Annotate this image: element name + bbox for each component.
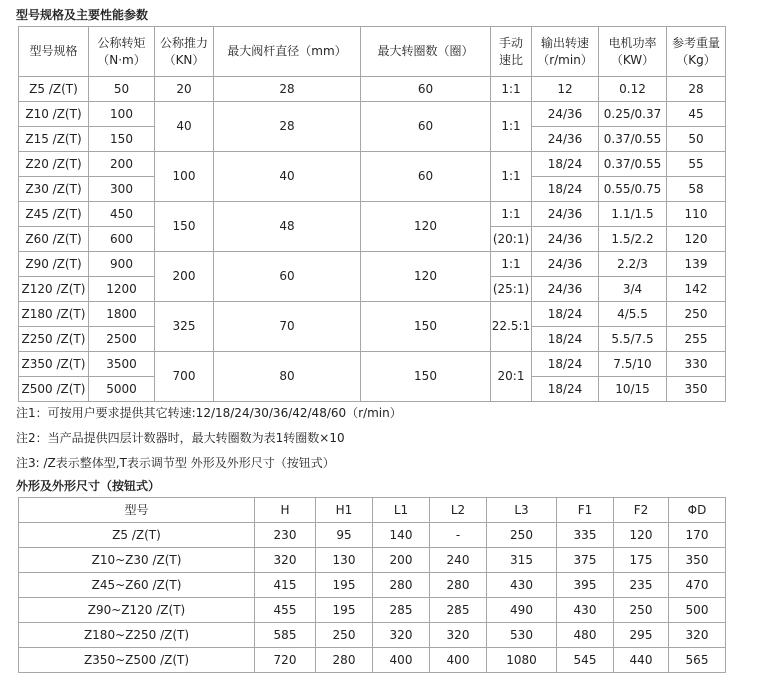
- cell-power: 2.2/3: [599, 252, 667, 277]
- cell-weight: 250: [667, 302, 726, 327]
- cell-f2: 120: [614, 523, 669, 548]
- cell-power: 10/15: [599, 377, 667, 402]
- cell-h: 455: [255, 598, 316, 623]
- spec-header-model: 型号规格: [19, 27, 89, 77]
- cell-l2: 320: [430, 623, 487, 648]
- cell-l2: 285: [430, 598, 487, 623]
- cell-f1: 335: [557, 523, 614, 548]
- cell-thrust: 150: [155, 202, 214, 252]
- dims-header-f2: F2: [614, 498, 669, 523]
- cell-l3: 490: [487, 598, 557, 623]
- cell-model: Z45~Z60 /Z(T): [19, 573, 255, 598]
- cell-model: Z180~Z250 /Z(T): [19, 623, 255, 648]
- table-row: [19, 648, 726, 673]
- table-row: [19, 152, 726, 177]
- cell-f1: 430: [557, 598, 614, 623]
- cell-thrust: 700: [155, 352, 214, 402]
- cell-l3: 1080: [487, 648, 557, 673]
- cell-model: Z350 /Z(T): [19, 352, 89, 377]
- cell-diameter: 470: [669, 573, 726, 598]
- dims-header-f1: F1: [557, 498, 614, 523]
- table-row: [19, 77, 726, 102]
- cell-l1: 320: [373, 623, 430, 648]
- cell-speed: 18/24: [532, 302, 599, 327]
- cell-model: Z90~Z120 /Z(T): [19, 598, 255, 623]
- cell-ratio: 1:1: [491, 152, 532, 202]
- dims-header-l3: L3: [487, 498, 557, 523]
- cell-weight: 55: [667, 152, 726, 177]
- cell-turns: 150: [361, 352, 491, 402]
- cell-model: Z350~Z500 /Z(T): [19, 648, 255, 673]
- cell-power: 4/5.5: [599, 302, 667, 327]
- cell-l1: 285: [373, 598, 430, 623]
- cell-f1: 375: [557, 548, 614, 573]
- cell-speed: 18/24: [532, 327, 599, 352]
- cell-thrust: 200: [155, 252, 214, 302]
- cell-ratio: (25:1): [491, 277, 532, 302]
- cell-speed: 24/36: [532, 202, 599, 227]
- cell-diameter: 350: [669, 548, 726, 573]
- cell-diameter: 565: [669, 648, 726, 673]
- dims-header-h: H: [255, 498, 316, 523]
- cell-h1: 250: [316, 623, 373, 648]
- cell-power: 0.37/0.55: [599, 127, 667, 152]
- cell-torque: 600: [89, 227, 155, 252]
- spec-header-ratio: 手动 速比: [491, 27, 532, 77]
- cell-power: 1.5/2.2: [599, 227, 667, 252]
- cell-diameter: 500: [669, 598, 726, 623]
- cell-turns: 120: [361, 202, 491, 252]
- cell-thrust: 325: [155, 302, 214, 352]
- dims-section-title: 外形及外形尺寸（按钮式）: [16, 479, 161, 493]
- cell-model: Z15 /Z(T): [19, 127, 89, 152]
- cell-model: Z10~Z30 /Z(T): [19, 548, 255, 573]
- cell-speed: 24/36: [532, 102, 599, 127]
- cell-speed: 24/36: [532, 252, 599, 277]
- cell-ratio: 22.5:1: [491, 302, 532, 352]
- cell-l2: 280: [430, 573, 487, 598]
- cell-f2: 440: [614, 648, 669, 673]
- cell-weight: 110: [667, 202, 726, 227]
- table-row: [19, 573, 726, 598]
- table-row: [19, 202, 726, 227]
- cell-power: 1.1/1.5: [599, 202, 667, 227]
- spec-section-title: 型号规格及主要性能参数: [16, 8, 149, 22]
- cell-model: Z5 /Z(T): [19, 523, 255, 548]
- cell-h1: 195: [316, 573, 373, 598]
- cell-model: Z5 /Z(T): [19, 77, 89, 102]
- dims-header-diameter: ΦD: [669, 498, 726, 523]
- cell-l3: 530: [487, 623, 557, 648]
- cell-torque: 3500: [89, 352, 155, 377]
- table-row: [19, 302, 726, 327]
- cell-weight: 50: [667, 127, 726, 152]
- cell-f1: 480: [557, 623, 614, 648]
- cell-f1: 545: [557, 648, 614, 673]
- spec-header-row: [19, 27, 726, 77]
- cell-stem: 70: [214, 302, 361, 352]
- cell-f2: 295: [614, 623, 669, 648]
- cell-ratio: 1:1: [491, 202, 532, 227]
- cell-model: Z60 /Z(T): [19, 227, 89, 252]
- cell-h1: 195: [316, 598, 373, 623]
- cell-turns: 120: [361, 252, 491, 302]
- cell-h: 320: [255, 548, 316, 573]
- cell-torque: 200: [89, 152, 155, 177]
- cell-speed: 24/36: [532, 227, 599, 252]
- cell-model: Z120 /Z(T): [19, 277, 89, 302]
- cell-torque: 150: [89, 127, 155, 152]
- cell-model: Z90 /Z(T): [19, 252, 89, 277]
- cell-l3: 315: [487, 548, 557, 573]
- cell-l2: -: [430, 523, 487, 548]
- cell-stem: 48: [214, 202, 361, 252]
- cell-l1: 140: [373, 523, 430, 548]
- cell-f2: 250: [614, 598, 669, 623]
- cell-ratio: 1:1: [491, 102, 532, 152]
- table-row: [19, 252, 726, 277]
- cell-model: Z10 /Z(T): [19, 102, 89, 127]
- cell-weight: 45: [667, 102, 726, 127]
- cell-stem: 28: [214, 77, 361, 102]
- cell-weight: 28: [667, 77, 726, 102]
- cell-power: 0.25/0.37: [599, 102, 667, 127]
- cell-thrust: 40: [155, 102, 214, 152]
- cell-stem: 28: [214, 102, 361, 152]
- note-3: 注3: /Z表示整体型,T表示调节型 外形及外形尺寸（按钮式）: [16, 456, 335, 470]
- note-1: 注1：可按用户要求提供其它转速:12/18/24/30/36/42/48/60（r/min）: [16, 406, 402, 420]
- cell-power: 0.37/0.55: [599, 152, 667, 177]
- table-row: [19, 102, 726, 127]
- table-row: [19, 352, 726, 377]
- cell-torque: 5000: [89, 377, 155, 402]
- cell-speed: 24/36: [532, 277, 599, 302]
- cell-power: 0.55/0.75: [599, 177, 667, 202]
- cell-stem: 40: [214, 152, 361, 202]
- cell-h: 230: [255, 523, 316, 548]
- note-2: 注2：当产品提供四层计数器时，最大转圈数为表1转圈数×10: [16, 431, 345, 445]
- spec-table: [18, 26, 726, 402]
- cell-power: 5.5/7.5: [599, 327, 667, 352]
- spec-header-speed: 输出转速 （r/min）: [532, 27, 599, 77]
- cell-model: Z20 /Z(T): [19, 152, 89, 177]
- cell-model: Z180 /Z(T): [19, 302, 89, 327]
- cell-turns: 150: [361, 302, 491, 352]
- table-row: [19, 623, 726, 648]
- cell-speed: 18/24: [532, 352, 599, 377]
- cell-speed: 24/36: [532, 127, 599, 152]
- cell-speed: 18/24: [532, 152, 599, 177]
- spec-header-stem: 最大阀杆直径（mm）: [214, 27, 361, 77]
- cell-turns: 60: [361, 77, 491, 102]
- dims-header-l2: L2: [430, 498, 487, 523]
- cell-l3: 430: [487, 573, 557, 598]
- cell-model: Z30 /Z(T): [19, 177, 89, 202]
- cell-weight: 330: [667, 352, 726, 377]
- cell-weight: 120: [667, 227, 726, 252]
- spec-header-turns: 最大转圈数（圈）: [361, 27, 491, 77]
- cell-model: Z250 /Z(T): [19, 327, 89, 352]
- cell-ratio: 20:1: [491, 352, 532, 402]
- dims-table: [18, 497, 726, 673]
- cell-l2: 400: [430, 648, 487, 673]
- cell-h: 720: [255, 648, 316, 673]
- cell-power: 0.12: [599, 77, 667, 102]
- cell-h: 415: [255, 573, 316, 598]
- cell-speed: 12: [532, 77, 599, 102]
- cell-turns: 60: [361, 102, 491, 152]
- cell-turns: 60: [361, 152, 491, 202]
- cell-speed: 18/24: [532, 177, 599, 202]
- cell-weight: 350: [667, 377, 726, 402]
- cell-torque: 450: [89, 202, 155, 227]
- cell-l1: 400: [373, 648, 430, 673]
- cell-l2: 240: [430, 548, 487, 573]
- cell-torque: 1800: [89, 302, 155, 327]
- cell-f1: 395: [557, 573, 614, 598]
- dims-header-l1: L1: [373, 498, 430, 523]
- cell-h1: 280: [316, 648, 373, 673]
- cell-torque: 300: [89, 177, 155, 202]
- cell-power: 7.5/10: [599, 352, 667, 377]
- cell-thrust: 20: [155, 77, 214, 102]
- cell-ratio: 1:1: [491, 252, 532, 277]
- cell-power: 3/4: [599, 277, 667, 302]
- cell-ratio: (20:1): [491, 227, 532, 252]
- cell-torque: 1200: [89, 277, 155, 302]
- cell-torque: 100: [89, 102, 155, 127]
- cell-weight: 255: [667, 327, 726, 352]
- cell-l1: 280: [373, 573, 430, 598]
- cell-f2: 235: [614, 573, 669, 598]
- cell-thrust: 100: [155, 152, 214, 202]
- cell-speed: 18/24: [532, 377, 599, 402]
- cell-l3: 250: [487, 523, 557, 548]
- cell-torque: 50: [89, 77, 155, 102]
- cell-h1: 130: [316, 548, 373, 573]
- spec-header-power: 电机功率 （KW）: [599, 27, 667, 77]
- cell-weight: 58: [667, 177, 726, 202]
- cell-f2: 175: [614, 548, 669, 573]
- spec-header-torque: 公称转矩 （N·m）: [89, 27, 155, 77]
- cell-weight: 142: [667, 277, 726, 302]
- dims-header-row: [19, 498, 726, 523]
- cell-stem: 60: [214, 252, 361, 302]
- spec-header-thrust: 公称推力 （KN）: [155, 27, 214, 77]
- table-row: [19, 598, 726, 623]
- spec-header-weight: 参考重量 （Kg）: [667, 27, 726, 77]
- cell-h: 585: [255, 623, 316, 648]
- table-row: [19, 523, 726, 548]
- cell-ratio: 1:1: [491, 77, 532, 102]
- cell-torque: 2500: [89, 327, 155, 352]
- cell-l1: 200: [373, 548, 430, 573]
- cell-h1: 95: [316, 523, 373, 548]
- dims-header-h1: H1: [316, 498, 373, 523]
- cell-torque: 900: [89, 252, 155, 277]
- table-row: [19, 548, 726, 573]
- cell-model: Z500 /Z(T): [19, 377, 89, 402]
- cell-stem: 80: [214, 352, 361, 402]
- cell-model: Z45 /Z(T): [19, 202, 89, 227]
- cell-diameter: 170: [669, 523, 726, 548]
- cell-diameter: 320: [669, 623, 726, 648]
- cell-weight: 139: [667, 252, 726, 277]
- dims-header-model: 型号: [19, 498, 255, 523]
